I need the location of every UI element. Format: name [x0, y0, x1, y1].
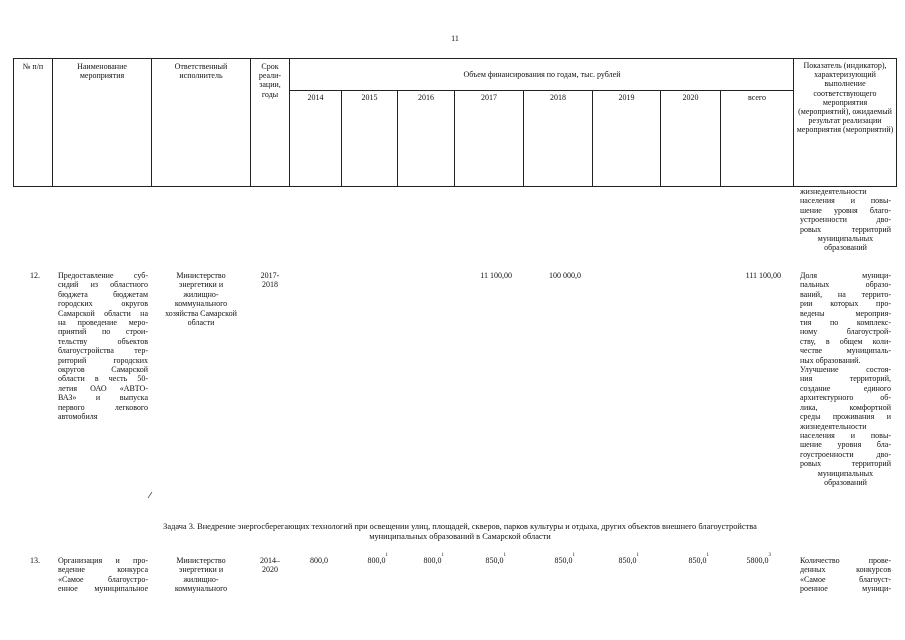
year-header-2018: 2018 [550, 93, 566, 102]
task3-heading [100, 522, 820, 542]
year-header-2015: 2015 [361, 93, 378, 102]
header-num: № п/п [22, 62, 44, 71]
row13-2019: 850,0$^1$ [618, 553, 639, 565]
row13-term: 2014– 2020 [260, 556, 280, 575]
row13-indicator: Количество прове- денных конкурсов «Самое благоуст- роенное муници- [800, 556, 891, 594]
task3-heading-line2: муниципальных образований в Самарской области [369, 532, 551, 541]
row12-2017: 11 100,00 [480, 271, 512, 280]
row13-2018: 850,0$^1$ [554, 553, 575, 565]
row12-total: 111 100,00 [745, 271, 781, 280]
row13-executor: Министерство энергетики и жилищно- коммунального [174, 556, 228, 594]
header-funding: Объем финансирования по годам, тыс. рублей [463, 70, 621, 79]
row13-name: Организация и про- ведение конкурса «Самое благоустро- енное муниципальное [58, 556, 148, 594]
year-header-2017: 2017 [481, 93, 497, 102]
row13-2015: 800,0$^1$ [367, 553, 388, 565]
pen-stroke-mark [145, 490, 155, 500]
row12-indicator: Доля муници- пальных образо- ваний, на террито- рии которых про- ведены мероприя- тия по комплекс- ному благоустрой- ству, в общем коли- честве муниципаль- ных образований. Улучшение состоя- ния территорий, создание единого архитектурного об- лика, комфортной среды проживания и жизнедеятельности населения и повы- шение уровня бла- гоустроенности дво- ровых территорий муниципальных образований [800, 271, 891, 487]
header-name: Наименование мероприятия [77, 62, 127, 81]
year-header-2014: 2014 [307, 93, 324, 102]
row12-executor: Министерство энергетики и жилищно- коммунального хозяйства Самарской области [165, 271, 237, 328]
header-term: Срок реали-зации, годы [258, 62, 282, 99]
row12-num: 12. [30, 271, 40, 280]
year-header-2016: 2016 [418, 93, 434, 102]
carryover-indicator: жизнедеятельности населения и повы- шение уровня благо- устроенности дво- ровых территорий муниципальных образований [800, 187, 891, 253]
year-header-2019: 2019 [618, 93, 635, 102]
header-indicator: Показатель (индикатор), характеризующий выполнение соответствующего мероприятия (мероприятий), ожидаемый результат реализации мероприятия (мероприятий) [796, 61, 894, 135]
year-header-total: всего [747, 93, 766, 102]
row12-2018: 100 000,0 [549, 271, 581, 280]
row13-2016: 800,0$^1$ [423, 553, 444, 565]
row13-2020: 850,0$^1$ [688, 553, 709, 565]
row13-total: 5800,0$^3$ [746, 553, 771, 565]
page-number: 11 [451, 34, 459, 43]
row13-2014: 800,0 [310, 556, 328, 565]
row12-name: Предоставление суб- сидий из областного бюджета бюджетам городских округов Самарской области на на проведение меро- приятий по строи- тельству объектов благоустройства тер- риторий городских округов Самарской области в честь 50- летия ОАО «АВТО- ВАЗ» и выпуска первого легкового автомобиля [58, 271, 148, 422]
row13-num: 13. [30, 556, 40, 565]
task3-heading-line1: Задача 3. Внедрение энергосберегающих технологий при освещении улиц, площадей, скверов, парков культуры и отдыха, других объектов внешнего благоустройства [163, 522, 757, 531]
row12-term: 2017- 2018 [260, 271, 280, 290]
header-executor: Ответственный исполнитель [174, 62, 228, 81]
year-header-2020: 2020 [682, 93, 699, 102]
row13-2017: 850,0$^1$ [485, 553, 506, 565]
